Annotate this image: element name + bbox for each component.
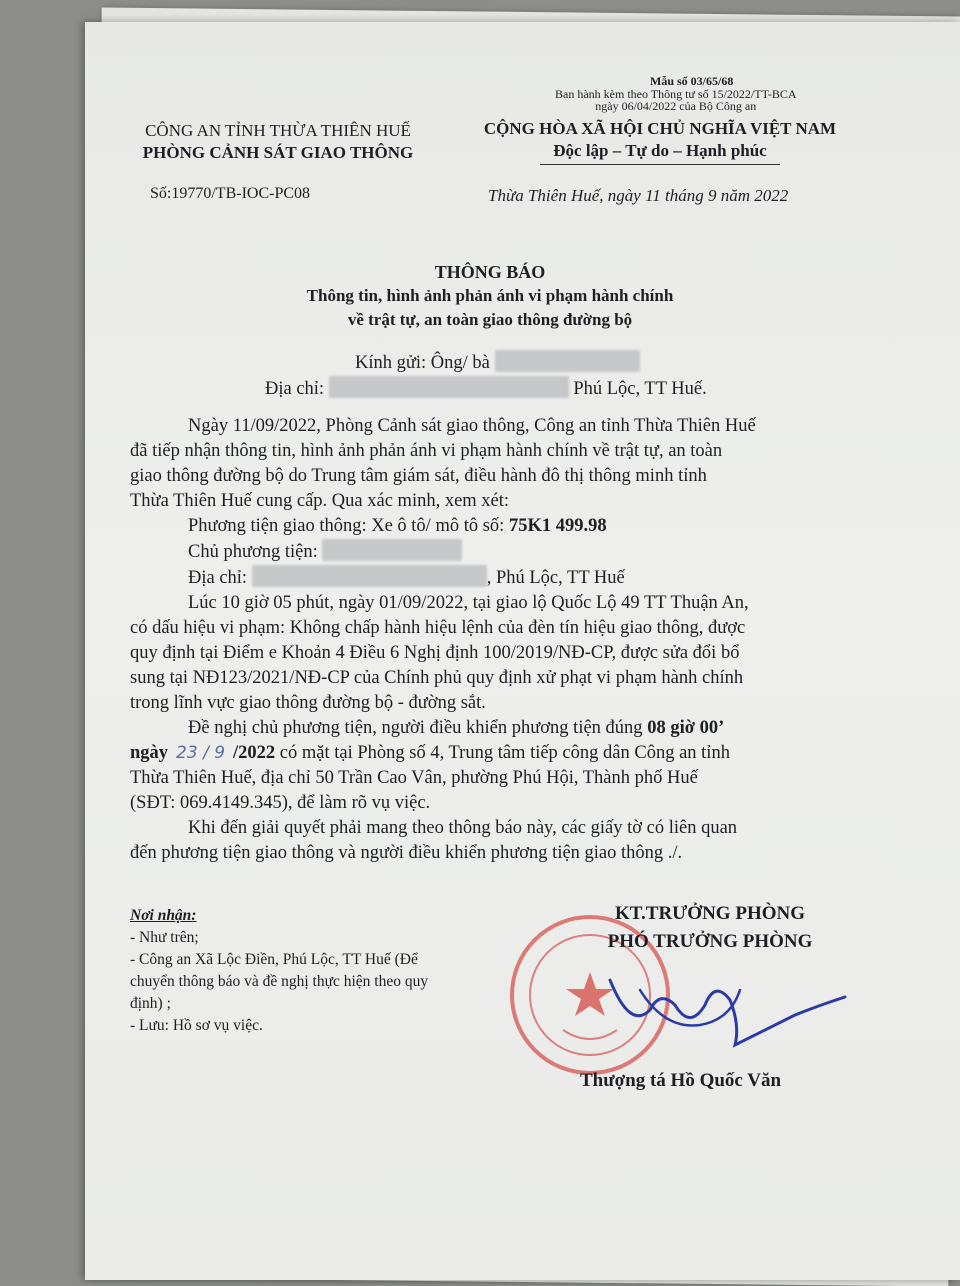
owner-address-suffix: , Phú Lộc, TT Huế xyxy=(486,568,625,588)
vehicle-label: Phương tiện giao thông: Xe ô tô/ mô tô số: xyxy=(188,516,505,536)
owner-address-line xyxy=(130,565,900,591)
appointment-time: 08 giờ 00’ xyxy=(647,718,725,738)
paragraph-4-line-1: Khi đến giải quyết phải mang theo thông báo này, các giấy tờ có liên quan xyxy=(188,818,738,838)
address-line xyxy=(130,376,900,402)
recipient-item-2-line-1: - Công an Xã Lộc Điền, Phú Lộc, TT Huế (Để xyxy=(130,951,418,968)
place-date: Thừa Thiên Huế, ngày 11 tháng 9 năm 2022 xyxy=(488,186,789,205)
form-number: Mẫu số 03/65/68 xyxy=(650,74,734,88)
title-sub-1: Thông tin, hình ảnh phản ánh vi phạm hành chính xyxy=(306,286,674,305)
paragraph-2-line-2: có dấu hiệu vi phạm: Không chấp hành hiệu lệnh của đèn tín hiệu giao thông, được xyxy=(130,618,746,638)
paragraph-3-line-3: Thừa Thiên Huế, địa chỉ 50 Trần Cao Vân, phường Phú Hội, Thành phố Huế xyxy=(130,768,698,788)
title-sub-2: về trật tự, an toàn giao thông đường bộ xyxy=(347,310,633,329)
title-main: THÔNG BÁO xyxy=(434,262,546,282)
owner-label: Chủ phương tiện: xyxy=(188,542,318,562)
redacted-owner-address xyxy=(252,565,487,587)
license-plate: 75K1 499.98 xyxy=(508,516,607,536)
paragraph-1-line-3: giao thông đường bộ do Trung tâm giám sát, điều hành đô thị thông minh tỉnh xyxy=(130,466,707,486)
document-body xyxy=(130,350,900,866)
redacted-owner xyxy=(322,539,462,561)
signer-role-2: PHÓ TRƯỞNG PHÒNG xyxy=(607,931,813,952)
recipients-block xyxy=(130,905,428,1037)
recipient-item-2-line-3: định) ; xyxy=(130,995,171,1012)
paragraph-1-line-2: đã tiếp nhận thông tin, hình ảnh phản ánh vi phạm hành chính về trật tự, an toàn xyxy=(130,441,723,461)
recipients-header: Nơi nhận: xyxy=(130,907,197,924)
issuance-note xyxy=(555,88,797,112)
signer-name: Thượng tá Hồ Quốc Văn xyxy=(580,1070,782,1091)
agency-line-2: PHÒNG CẢNH SÁT GIAO THÔNG xyxy=(142,143,414,162)
paragraph-3-line-1 xyxy=(130,716,900,741)
paragraph-2-line-5: trong lĩnh vực giao thông đường bộ - đường sắt. xyxy=(130,693,486,713)
national-title: CỘNG HÒA XÃ HỘI CHỦ NGHĨA VIỆT NAM xyxy=(483,119,837,138)
issuance-line-2: ngày 06/04/2022 của Bộ Công an xyxy=(595,99,757,113)
national-motto: Độc lập – Tự do – Hạnh phúc xyxy=(553,141,767,160)
document-title xyxy=(250,260,730,332)
agency-line-1: CÔNG AN TỈNH THỪA THIÊN HUẾ xyxy=(145,121,411,140)
paragraph-2-line-1: Lúc 10 giờ 05 phút, ngày 01/09/2022, tại giao lộ Quốc Lộ 49 TT Thuận An, xyxy=(188,593,749,613)
handwritten-date: 23 / 9 xyxy=(176,743,226,763)
address-label: Địa chỉ: xyxy=(265,379,325,399)
signer-role-1: KT.TRƯỞNG PHÒNG xyxy=(615,903,805,924)
signature-icon xyxy=(590,960,850,1070)
paragraph-2-line-4: sung tại NĐ123/2021/NĐ-CP của Chính phủ quy định xử phạt vi phạm hành chính xyxy=(130,668,744,688)
document-number: Số:19770/TB-IOC-PC08 xyxy=(150,185,311,202)
issuance-line-1: Ban hành kèm theo Thông tư số 15/2022/TT-BCA xyxy=(555,87,797,101)
appointment-year: /2022 xyxy=(233,743,276,763)
recipient-item-1: - Như trên; xyxy=(130,929,199,946)
address-suffix: Phú Lộc, TT Huế. xyxy=(573,379,707,399)
request-text: Đề nghị chủ phương tiện, người điều khiển phương tiện đúng xyxy=(188,718,643,738)
recipient-item-3: - Lưu: Hồ sơ vụ việc. xyxy=(130,1017,263,1034)
paragraph-1-line-1: Ngày 11/09/2022, Phòng Cảnh sát giao thông, Công an tỉnh Thừa Thiên Huế xyxy=(188,416,756,436)
redacted-address xyxy=(329,376,569,398)
vehicle-line xyxy=(130,514,900,539)
signature-block xyxy=(540,900,880,956)
paragraph-3-line-4: (SĐT: 069.4149.345), để làm rõ vụ việc. xyxy=(130,793,431,813)
motto-underline xyxy=(540,164,780,165)
agency-header xyxy=(118,120,438,164)
paragraph-1-line-4: Thừa Thiên Huế cung cấp. Qua xác minh, xem xét: xyxy=(130,491,510,511)
redacted-name xyxy=(495,350,640,372)
recipient-item-2-line-2: chuyển thông báo và đề nghị thực hiện theo quy xyxy=(130,973,429,990)
day-label: ngày xyxy=(130,743,169,763)
paragraph-3-line-2 xyxy=(130,741,900,766)
national-header xyxy=(450,118,870,165)
owner-line xyxy=(130,539,900,565)
addressee-line xyxy=(130,350,900,376)
paragraph-4-line-2: đến phương tiện giao thông và người điều khiển phương tiện giao thông ./. xyxy=(130,843,683,863)
paragraph-2-line-3: quy định tại Điểm e Khoản 4 Điều 6 Nghị định 100/2019/NĐ-CP, được sửa đổi bổ xyxy=(130,643,740,663)
addressee-label: Kính gửi: Ông/ bà xyxy=(355,353,490,373)
owner-address-label: Địa chỉ: xyxy=(188,568,248,588)
appointment-place: có mặt tại Phòng số 4, Trung tâm tiếp công dân Công an tỉnh xyxy=(279,743,730,763)
